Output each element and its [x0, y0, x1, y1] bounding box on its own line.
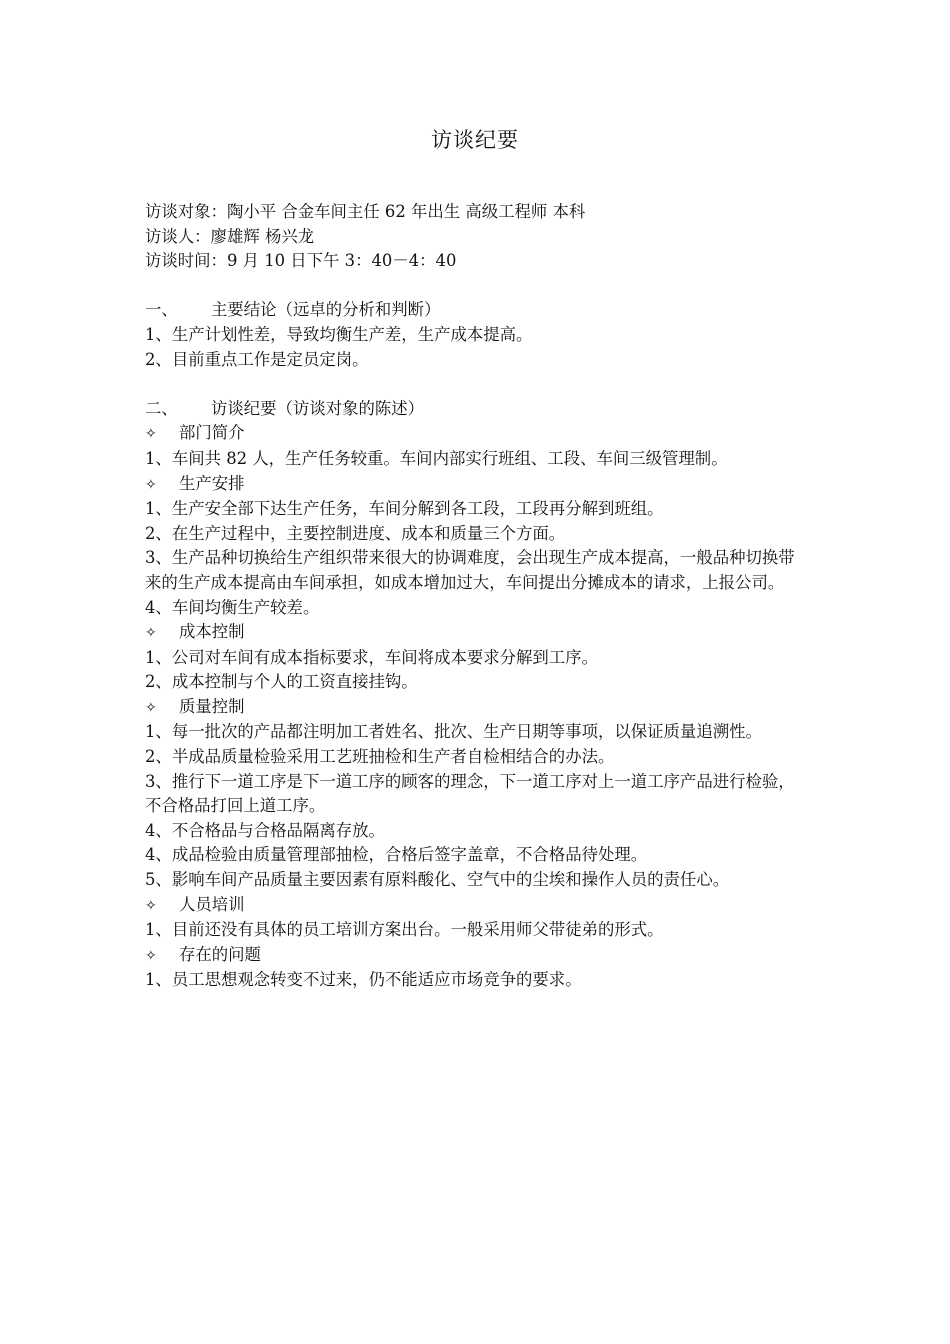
topic-heading — [145, 695, 810, 721]
diamond-bullet-icon: ✧ — [145, 426, 157, 443]
conclusion-item: 2、目前重点工作是定员定岗。 — [145, 349, 369, 369]
topic-title: 成本控制 — [179, 622, 245, 642]
list-item: 4、成品检验由质量管理部抽检，合格后签字盖章，不合格品待处理。 — [145, 845, 648, 865]
topic-heading — [145, 620, 810, 646]
list-item: 3、生产品种切换给生产组织带来很大的协调难度，会出现生产成本提高，一般品种切换带来的生产成本提高由车间承担，如成本增加过大，车间提出分摊成本的请求，上报公司。 — [145, 548, 795, 592]
section-title: 主要结论（远卓的分析和判断） — [211, 300, 441, 320]
topic-title: 存在的问题 — [179, 944, 261, 964]
list-item: 4、不合格品与合格品隔离存放。 — [145, 820, 385, 840]
section-1-heading — [145, 298, 810, 323]
diamond-bullet-icon: ✧ — [145, 476, 157, 493]
list-item: 1、目前还没有具体的员工培训方案出台。一般采用师父带徒弟的形式。 — [145, 920, 664, 940]
page-title: 访谈纪要 — [431, 128, 519, 152]
list-item: 1、公司对车间有成本指标要求，车间将成本要求分解到工序。 — [145, 647, 598, 667]
diamond-bullet-icon: ✧ — [145, 625, 157, 642]
topic-title: 质量控制 — [179, 696, 245, 716]
topic-title: 人员培训 — [179, 894, 245, 914]
list-item: 2、半成品质量检验采用工艺班抽检和生产者自检相结合的办法。 — [145, 747, 615, 767]
topic-heading — [145, 943, 810, 969]
spacer — [145, 372, 810, 397]
spacer — [145, 274, 810, 299]
topic-heading — [145, 421, 810, 447]
list-item: 2、成本控制与个人的工资直接挂钩。 — [145, 672, 418, 692]
list-item: 4、车间均衡生产较差。 — [145, 597, 320, 617]
list-item: 1、生产安全部下达生产任务，车间分解到各工段，工段再分解到班组。 — [145, 499, 664, 519]
diamond-bullet-icon: ✧ — [145, 897, 157, 914]
interview-time: 访谈时间：9 月 10 日下午 3：40－4：40 — [145, 251, 457, 271]
topic-title: 生产安排 — [179, 473, 245, 493]
document-body — [145, 200, 810, 993]
topic-heading — [145, 472, 810, 498]
list-item: 5、影响车间产品质量主要因素有原料酸化、空气中的尘埃和操作人员的责任心。 — [145, 870, 730, 890]
section-number: 一、 — [145, 300, 178, 320]
topic-heading — [145, 893, 810, 919]
interviewers: 访谈人：廖雄辉 杨兴龙 — [145, 226, 315, 246]
list-item: 1、车间共 82 人，生产任务较重。车间内部实行班组、工段、车间三级管理制。 — [145, 448, 728, 468]
interview-subject: 访谈对象：陶小平 合金车间主任 62 年出生 高级工程师 本科 — [145, 202, 586, 221]
list-item: 1、员工思想观念转变不过来，仍不能适应市场竞争的要求。 — [145, 970, 582, 990]
list-item: 2、在生产过程中，主要控制进度、成本和质量三个方面。 — [145, 523, 566, 543]
section-number: 二、 — [145, 398, 178, 418]
diamond-bullet-icon: ✧ — [145, 699, 157, 716]
section-2-heading — [145, 397, 810, 422]
section-title: 访谈纪要（访谈对象的陈述） — [211, 398, 425, 418]
topic-title: 部门简介 — [179, 423, 245, 443]
list-item: 3、推行下一道工序是下一道工序的顾客的理念，下一道工序对上一道工序产品进行检验，不合格品打回上道工序。 — [145, 771, 795, 816]
list-item: 1、每一批次的产品都注明加工者姓名、批次、生产日期等事项，以保证质量追溯性。 — [145, 722, 762, 742]
diamond-bullet-icon: ✧ — [145, 947, 157, 964]
conclusion-item: 1、生产计划性差，导致均衡生产差，生产成本提高。 — [145, 324, 533, 344]
